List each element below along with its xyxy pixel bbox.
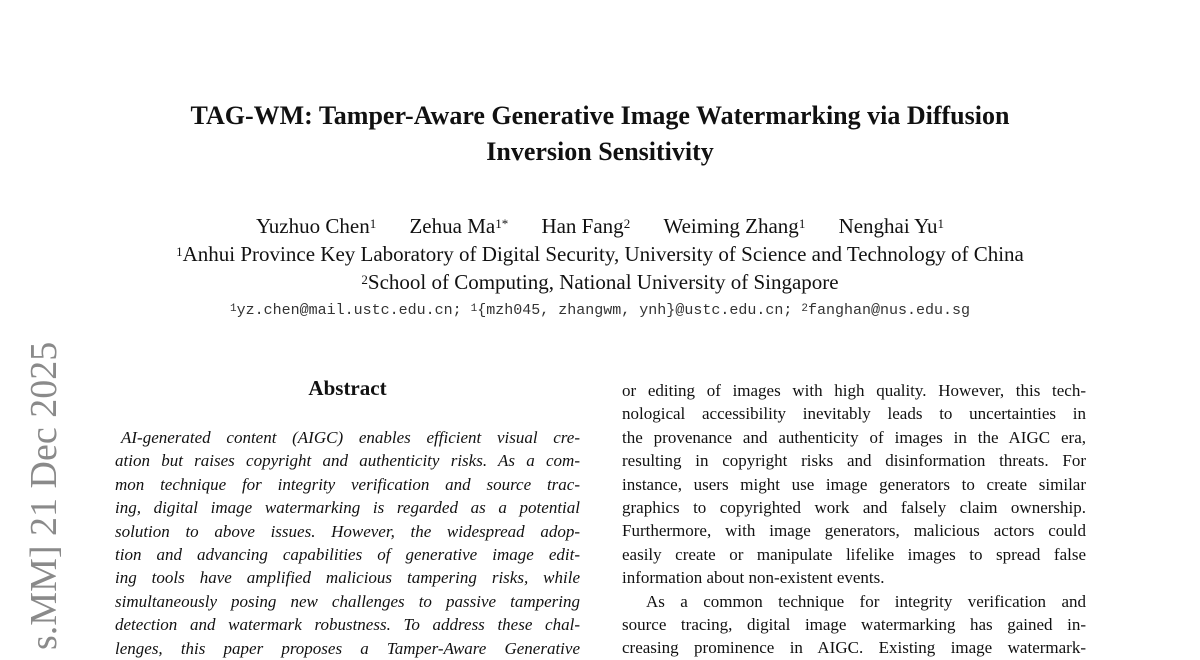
affiliation-2: $^2$School of Computing, National University of Singapore: [361, 270, 839, 294]
author: Han Fang$^2$: [541, 214, 631, 238]
author-list: [100, 212, 1100, 240]
text-line: As a common technique for integrity verification and: [646, 591, 1086, 611]
title-line-1: TAG-WM: Tamper-Aware Generative Image Watermarking via Diffusion: [190, 101, 1010, 130]
paper-title: [150, 98, 1050, 170]
text-line: instance, users might use image generators to create similar: [622, 474, 1086, 494]
arxiv-stamp-text: s.MM] 21 Dec 2025: [23, 341, 65, 650]
text-line: the provenance and authenticity of images in the AIGC era,: [622, 427, 1086, 447]
email: fanghan@nus.edu.sg: [807, 302, 970, 319]
text-line: tion and advancing capabilities of generative image edit-: [115, 545, 580, 565]
text-line: lenges, this paper proposes a Tamper-Aware Generative: [115, 638, 580, 658]
text-line: or editing of images with high quality. However, this tech-: [622, 381, 1086, 400]
email: {mzh045, zhangwm, ynh}@ustc.edu.cn;: [477, 302, 793, 319]
text-line: simultaneously posing new challenges to passive tampering: [115, 591, 580, 611]
text-line: source tracing, digital image watermarking has gained in-: [622, 615, 1086, 635]
text-line: creasing prominence in AIGC. Existing image watermark-: [622, 638, 1086, 658]
text-line: ing tools have amplified malicious tampering risks, while: [115, 568, 580, 588]
text-line: easily create or manipulate lifelike images to spread false: [622, 544, 1086, 564]
author: Nenghai Yu$^1$: [838, 214, 945, 238]
text-line: mon technique for integrity verification and source trac-: [115, 474, 580, 494]
affiliation-1: $^1$Anhui Province Key Laboratory of Digital Security, University of Science and Technology of China: [176, 242, 1024, 266]
text-line: resulting in copyright risks and disinformation threats. For: [622, 451, 1086, 471]
text-line: nological accessibility inevitably leads to uncertainties in: [622, 404, 1086, 424]
email-list: $^1$yz.chen@mail.ustc.edu.cn; $^1${mzh045, zhangwm, ynh}@ustc.edu.cn; $^2$fanghan@nus.edu.sg: [230, 302, 970, 319]
text-line: graphics to copyrighted work and falsely claim ownership.: [622, 498, 1086, 518]
arxiv-side-stamp: [0, 300, 100, 648]
text-line: ing, digital image watermarking is regarded as a potential: [115, 498, 580, 518]
abstract-heading: Abstract: [308, 376, 387, 400]
author: Zehua $Ma^{1*}$: [409, 214, 509, 238]
text-line: ation but raises copyright and authenticity risks. As a com-: [115, 451, 580, 471]
text-line: information about non-existent events.: [622, 568, 885, 588]
author: Yuzhuo Chen$^1$: [255, 214, 377, 238]
title-line-2: Inversion Sensitivity: [486, 137, 714, 166]
text-line: detection and watermark robustness. To address these chal-: [115, 615, 580, 635]
text-line: Furthermore, with image generators, malicious actors could: [622, 521, 1086, 541]
text-line: AI-generated content (AIGC) enables efficient visual cre-: [121, 428, 580, 447]
author: Weiming Zhang$^1$: [663, 214, 806, 238]
email: yz.chen@mail.ustc.edu.cn;: [236, 302, 462, 319]
intro-body: [622, 379, 1086, 660]
abstract-body: [115, 426, 580, 660]
text-line: solution to above issues. However, the widespread adop-: [115, 521, 580, 541]
